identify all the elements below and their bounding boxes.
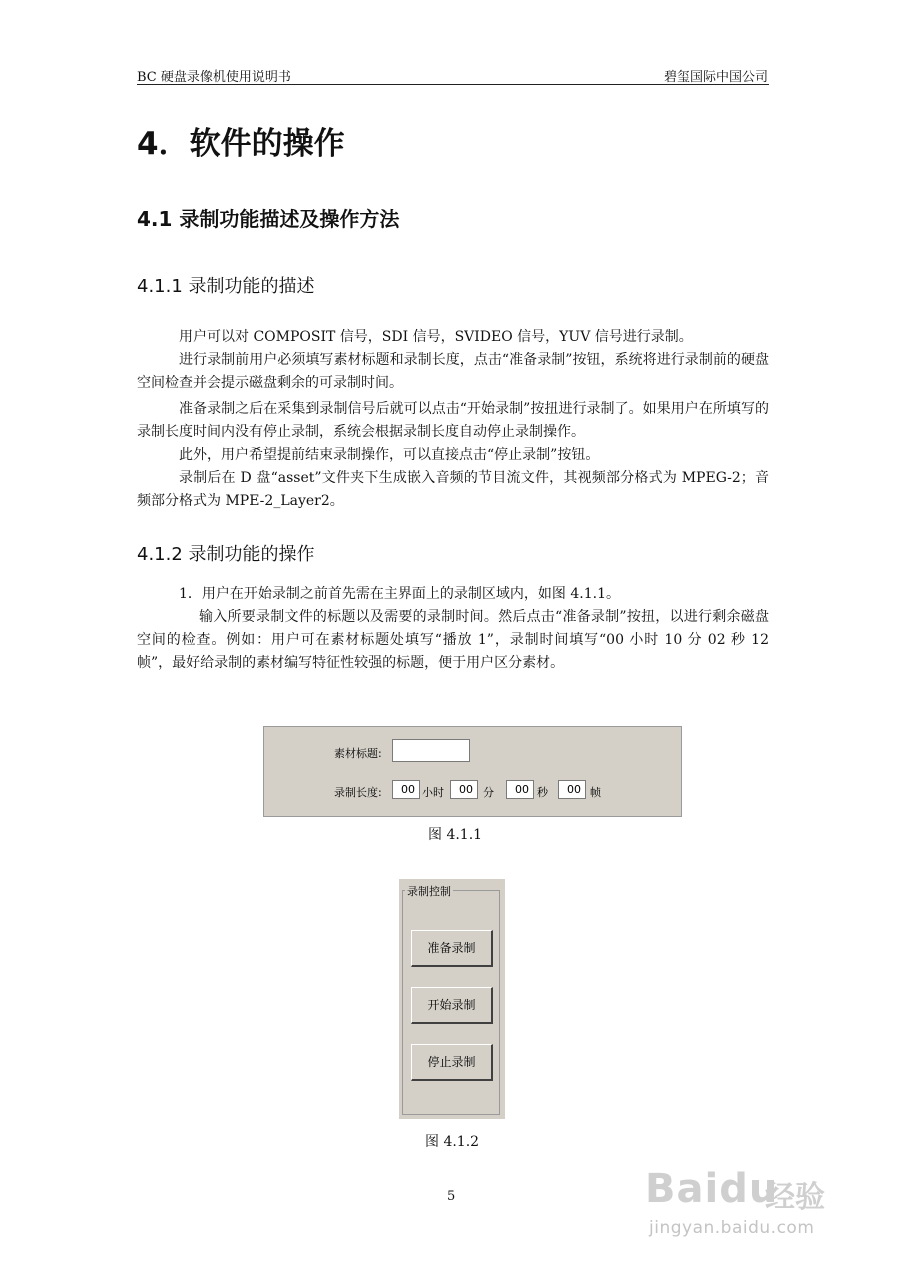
- frames-unit-label: 帧: [590, 786, 601, 799]
- hours-unit-label: 小时: [422, 786, 444, 799]
- paragraph: 准备录制之后在采集到录制信号后就可以点击“开始录制”按扭进行录制了。如果用户在所填写的录制长度时间内没有停止录制，系统会根据录制长度自动停止录制操作。: [137, 401, 769, 440]
- paragraph: 录制后在 D 盘“asset”文件夹下生成嵌入音频的节目流文件，其视频部分格式为 MPEG-2；音频部分格式为 MPE-2_Layer2。: [137, 470, 769, 509]
- header-left-text: BC 硬盘录像机使用说明书: [137, 70, 291, 85]
- paragraph: 用户可以对 COMPOSIT 信号，SDI 信号，SVIDEO 信号，YUV 信号进行录制。: [179, 329, 693, 345]
- recording-control-panel: [399, 879, 505, 1119]
- section-title: 4.1 录制功能描述及操作方法: [137, 207, 400, 231]
- stop-recording-button[interactable]: 停止录制: [411, 1044, 493, 1081]
- material-title-label: 素材标题:: [334, 747, 382, 760]
- paragraph: 输入所要录制文件的标题以及需要的录制时间。然后点击“准备录制”按扭，以进行剩余磁盘空间的检查。例如：用户可在素材标题处填写“播放 1”，录制时间填写“00 小时 10 分 02 秒 12 帧”，最好给录制的素材编写特征性较强的标题，便于用户区分素材。: [137, 609, 769, 671]
- record-length-label: 录制长度:: [334, 786, 382, 799]
- header-rule: [137, 84, 769, 85]
- paragraph: 进行录制前用户必须填写素材标题和录制长度，点击“准备录制”按钮，系统将进行录制前的硬盘空间检查并会提示磁盘剩余的可录制时间。: [137, 352, 769, 391]
- seconds-unit-label: 秒: [537, 786, 548, 799]
- header-right-text: 碧玺国际中国公司: [663, 70, 768, 85]
- frames-input[interactable]: 00: [558, 780, 586, 799]
- watermark-text: 经验: [765, 1180, 825, 1215]
- watermark-logo: Baidu: [645, 1166, 779, 1212]
- prepare-recording-button[interactable]: 准备录制: [411, 930, 493, 967]
- start-recording-button[interactable]: 开始录制: [411, 987, 493, 1024]
- material-title-input[interactable]: [392, 739, 470, 762]
- minutes-unit-label: 分: [483, 786, 494, 799]
- paragraph: 1．用户在开始录制之前首先需在主界面上的录制区域内，如图 4.1.1。: [179, 586, 620, 602]
- paragraph: 此外，用户希望提前结束录制操作，可以直接点击“停止录制”按钮。: [179, 447, 600, 463]
- chapter-title: 4．软件的操作: [137, 126, 345, 162]
- subsection-title-description: 4.1.1 录制功能的描述: [137, 276, 315, 297]
- recording-settings-panel: [263, 726, 682, 817]
- watermark-url: jingyan.baidu.com: [649, 1218, 815, 1238]
- figure-caption: 图 4.1.1: [428, 827, 483, 843]
- hours-input[interactable]: 00: [392, 780, 420, 799]
- subsection-title-operation: 4.1.2 录制功能的操作: [137, 544, 315, 565]
- minutes-input[interactable]: 00: [450, 780, 478, 799]
- seconds-input[interactable]: 00: [506, 780, 534, 799]
- figure-caption: 图 4.1.2: [425, 1134, 480, 1150]
- watermark: [645, 1158, 865, 1258]
- group-box-label: 录制控制: [407, 885, 451, 898]
- page-number: 5: [447, 1189, 456, 1204]
